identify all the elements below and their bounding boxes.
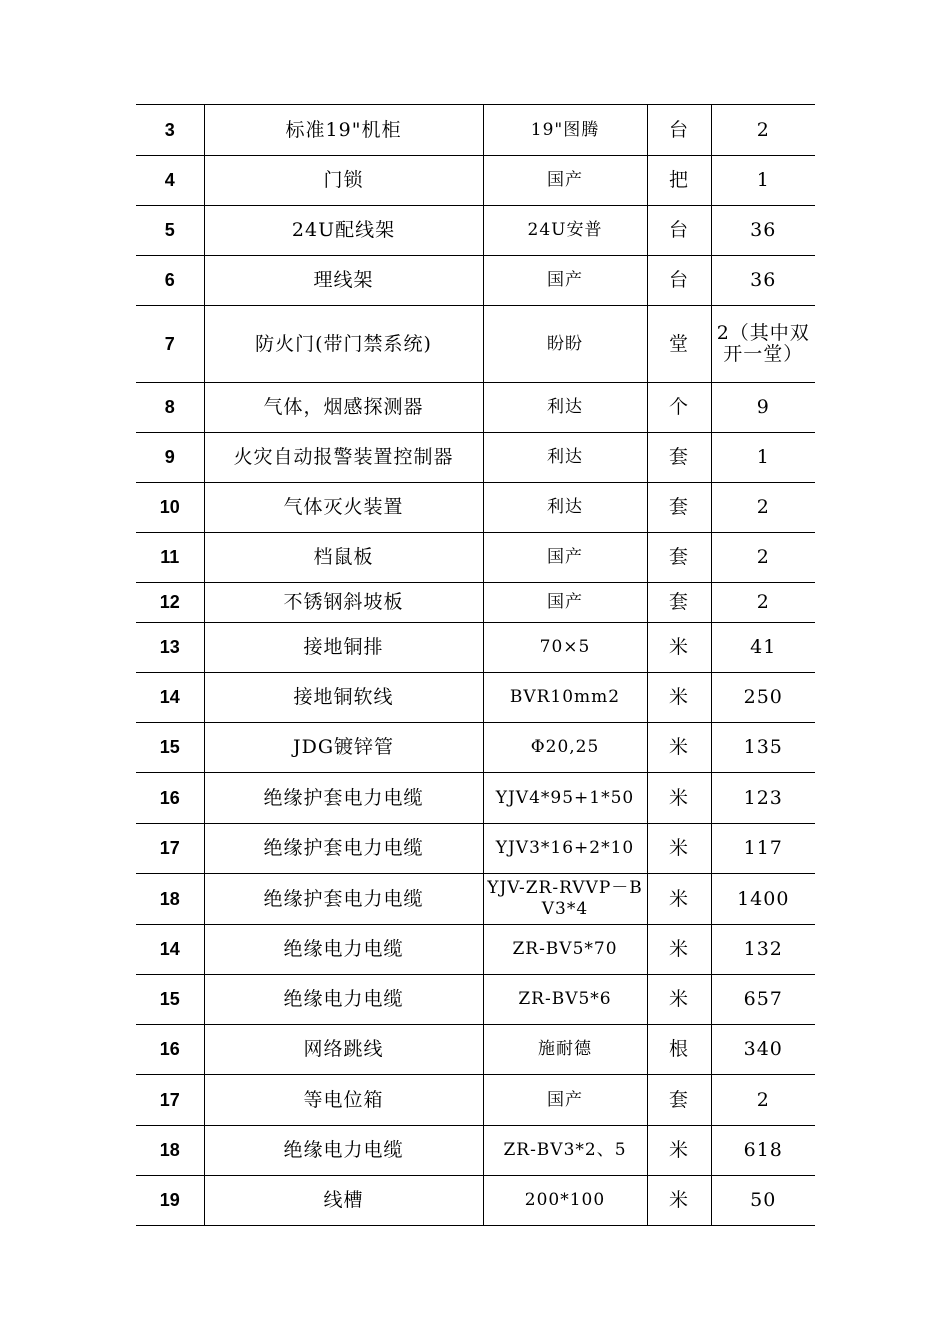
item-name: 防火门(带门禁系统) — [204, 306, 483, 383]
item-model: YJV-ZR-RVVP－BV3*4 — [483, 874, 647, 925]
table-row — [136, 673, 815, 723]
row-number: 15 — [136, 975, 204, 1025]
item-model: 国产 — [483, 533, 647, 583]
item-unit: 台 — [647, 256, 711, 306]
item-model: YJV3*16+2*10 — [483, 824, 647, 874]
table-row — [136, 1075, 815, 1126]
item-quantity: 1 — [711, 156, 815, 206]
table-row — [136, 1126, 815, 1176]
item-quantity: 132 — [711, 925, 815, 975]
item-name: 理线架 — [204, 256, 483, 306]
item-quantity: 2 — [711, 533, 815, 583]
item-name: 绝缘电力电缆 — [204, 925, 483, 975]
item-quantity: 36 — [711, 206, 815, 256]
item-quantity: 340 — [711, 1025, 815, 1075]
item-name: 绝缘电力电缆 — [204, 1126, 483, 1176]
row-number: 18 — [136, 874, 204, 925]
item-unit: 个 — [647, 383, 711, 433]
item-name: 绝缘护套电力电缆 — [204, 874, 483, 925]
row-number: 7 — [136, 306, 204, 383]
item-quantity: 9 — [711, 383, 815, 433]
table-row — [136, 433, 815, 483]
item-unit: 根 — [647, 1025, 711, 1075]
item-quantity: 657 — [711, 975, 815, 1025]
item-name: 火灾自动报警装置控制器 — [204, 433, 483, 483]
table-row — [136, 483, 815, 533]
table-row — [136, 723, 815, 773]
item-unit: 堂 — [647, 306, 711, 383]
item-unit: 米 — [647, 975, 711, 1025]
item-unit: 米 — [647, 874, 711, 925]
item-quantity: 41 — [711, 623, 815, 673]
item-quantity: 2 — [711, 1075, 815, 1126]
item-unit: 套 — [647, 483, 711, 533]
item-model: 利达 — [483, 433, 647, 483]
row-number: 10 — [136, 483, 204, 533]
row-number: 11 — [136, 533, 204, 583]
equipment-table — [136, 104, 815, 1226]
item-unit: 台 — [647, 105, 711, 156]
table-row — [136, 105, 815, 156]
item-model: Φ20,25 — [483, 723, 647, 773]
item-name: 绝缘电力电缆 — [204, 975, 483, 1025]
row-number: 17 — [136, 1075, 204, 1126]
item-unit: 套 — [647, 433, 711, 483]
table-row — [136, 206, 815, 256]
item-model: 70×5 — [483, 623, 647, 673]
item-quantity: 50 — [711, 1176, 815, 1226]
item-quantity: 618 — [711, 1126, 815, 1176]
item-model: 国产 — [483, 1075, 647, 1126]
item-model: 盼盼 — [483, 306, 647, 383]
item-model: 国产 — [483, 156, 647, 206]
table-row — [136, 306, 815, 383]
table-row — [136, 256, 815, 306]
item-quantity: 250 — [711, 673, 815, 723]
table-row — [136, 583, 815, 623]
item-unit: 米 — [647, 1126, 711, 1176]
table-row — [136, 975, 815, 1025]
row-number: 15 — [136, 723, 204, 773]
row-number: 4 — [136, 156, 204, 206]
item-unit: 米 — [647, 925, 711, 975]
item-unit: 米 — [647, 824, 711, 874]
item-name: 绝缘护套电力电缆 — [204, 773, 483, 824]
row-number: 17 — [136, 824, 204, 874]
item-unit: 米 — [647, 1176, 711, 1226]
item-model: 国产 — [483, 583, 647, 623]
row-number: 14 — [136, 925, 204, 975]
item-model: 24U安普 — [483, 206, 647, 256]
item-name: 线槽 — [204, 1176, 483, 1226]
item-unit: 台 — [647, 206, 711, 256]
row-number: 5 — [136, 206, 204, 256]
item-name: 不锈钢斜坡板 — [204, 583, 483, 623]
table-row — [136, 156, 815, 206]
item-quantity: 2（其中双开一堂） — [711, 306, 815, 383]
row-number: 13 — [136, 623, 204, 673]
item-unit: 套 — [647, 533, 711, 583]
row-number: 18 — [136, 1126, 204, 1176]
row-number: 19 — [136, 1176, 204, 1226]
item-quantity: 117 — [711, 824, 815, 874]
item-name: 等电位箱 — [204, 1075, 483, 1126]
item-name: 标准19"机柜 — [204, 105, 483, 156]
item-name: 气体灭火装置 — [204, 483, 483, 533]
row-number: 14 — [136, 673, 204, 723]
item-quantity: 2 — [711, 583, 815, 623]
table-row — [136, 383, 815, 433]
item-name: 网络跳线 — [204, 1025, 483, 1075]
row-number: 16 — [136, 773, 204, 824]
item-unit: 米 — [647, 773, 711, 824]
item-unit: 米 — [647, 673, 711, 723]
item-name: JDG镀锌管 — [204, 723, 483, 773]
table-row — [136, 1025, 815, 1075]
row-number: 9 — [136, 433, 204, 483]
item-model: 利达 — [483, 483, 647, 533]
item-model: ZR-BV5*6 — [483, 975, 647, 1025]
item-model: 施耐德 — [483, 1025, 647, 1075]
table-row — [136, 773, 815, 824]
item-model: ZR-BV5*70 — [483, 925, 647, 975]
item-model: BVR10mm2 — [483, 673, 647, 723]
table-row — [136, 874, 815, 925]
row-number: 8 — [136, 383, 204, 433]
item-quantity: 36 — [711, 256, 815, 306]
item-model: 利达 — [483, 383, 647, 433]
item-unit: 套 — [647, 1075, 711, 1126]
row-number: 12 — [136, 583, 204, 623]
item-unit: 套 — [647, 583, 711, 623]
item-quantity: 135 — [711, 723, 815, 773]
item-model: 200*100 — [483, 1176, 647, 1226]
item-name: 气体，烟感探测器 — [204, 383, 483, 433]
item-quantity: 1400 — [711, 874, 815, 925]
item-quantity: 123 — [711, 773, 815, 824]
item-name: 接地铜排 — [204, 623, 483, 673]
item-quantity: 2 — [711, 483, 815, 533]
table-row — [136, 925, 815, 975]
table-row — [136, 533, 815, 583]
table-row — [136, 623, 815, 673]
item-unit: 把 — [647, 156, 711, 206]
item-quantity: 1 — [711, 433, 815, 483]
table-row — [136, 1176, 815, 1226]
item-name: 档鼠板 — [204, 533, 483, 583]
row-number: 6 — [136, 256, 204, 306]
item-model: 19"图腾 — [483, 105, 647, 156]
item-model: 国产 — [483, 256, 647, 306]
item-model: ZR-BV3*2、5 — [483, 1126, 647, 1176]
item-name: 门锁 — [204, 156, 483, 206]
item-name: 接地铜软线 — [204, 673, 483, 723]
item-quantity: 2 — [711, 105, 815, 156]
item-unit: 米 — [647, 623, 711, 673]
row-number: 16 — [136, 1025, 204, 1075]
item-name: 24U配线架 — [204, 206, 483, 256]
row-number: 3 — [136, 105, 204, 156]
item-unit: 米 — [647, 723, 711, 773]
item-name: 绝缘护套电力电缆 — [204, 824, 483, 874]
table-row — [136, 824, 815, 874]
item-model: YJV4*95+1*50 — [483, 773, 647, 824]
